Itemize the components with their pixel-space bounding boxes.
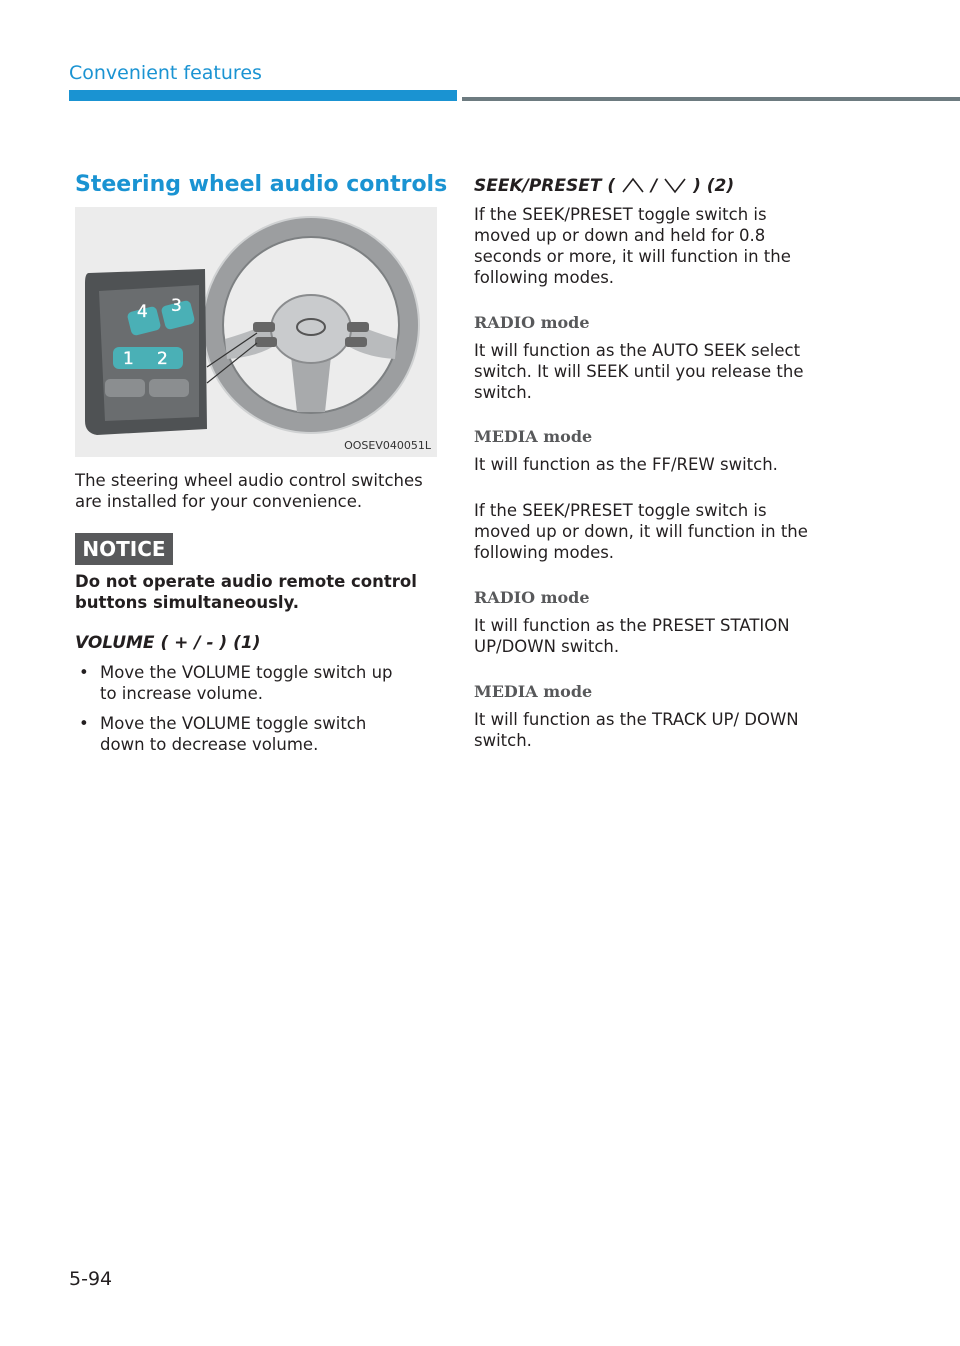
header-rule-blue	[69, 90, 457, 101]
media-mode-heading: MEDIA mode	[474, 427, 593, 446]
list-item: • Move the VOLUME toggle switch down to decrease volume.	[75, 713, 445, 755]
radio-mode-text-2: It will function as the PRESET STATION UP/DOWN switch.	[474, 616, 790, 656]
media-mode-heading-2: MEDIA mode	[474, 682, 593, 701]
media-mode-text-2: It will function as the TRACK UP/ DOWN switch.	[474, 710, 799, 750]
notice-badge: NOTICE	[75, 533, 173, 565]
seek-preset-heading: SEEK/PRESET ( / ) (2)	[474, 176, 735, 196]
intro-text: The steering wheel audio control switches are installed for your convenience.	[75, 471, 423, 511]
press-text: If the SEEK/PRESET toggle switch is moved up or down, it will function in the following modes.	[474, 501, 808, 562]
hold-text: If the SEEK/PRESET toggle switch is moved up or down and held for 0.8 seconds or more, it will function in the following modes.	[474, 205, 791, 287]
figure-code: OOSEV040051L	[344, 439, 431, 452]
page-number: 5-94	[69, 1268, 113, 1290]
radio-mode-heading-2: RADIO mode	[474, 588, 590, 607]
media-mode-text: It will function as the FF/REW switch.	[474, 455, 778, 474]
section-title: Convenient features	[69, 62, 262, 84]
page-title: Steering wheel audio controls	[75, 172, 448, 197]
callout-2: 2	[157, 349, 168, 369]
chevron-up-icon	[621, 176, 645, 194]
notice-text: Do not operate audio remote control buttons simultaneously.	[75, 572, 417, 612]
steering-wheel-illustration	[75, 207, 437, 457]
callout-3: 3	[171, 296, 182, 316]
header-rule-gray	[462, 97, 960, 101]
volume-list	[75, 662, 445, 764]
volume-heading: VOLUME ( + / - ) (1)	[75, 633, 261, 653]
chevron-down-icon	[663, 176, 687, 194]
callout-4: 4	[137, 302, 148, 322]
list-item: • Move the VOLUME toggle switch up to increase volume.	[75, 662, 445, 704]
steering-wheel-figure	[75, 207, 437, 457]
radio-mode-heading: RADIO mode	[474, 313, 590, 332]
callout-1: 1	[123, 349, 134, 369]
radio-mode-text: It will function as the AUTO SEEK select switch. It will SEEK until you release the switch.	[474, 341, 804, 402]
